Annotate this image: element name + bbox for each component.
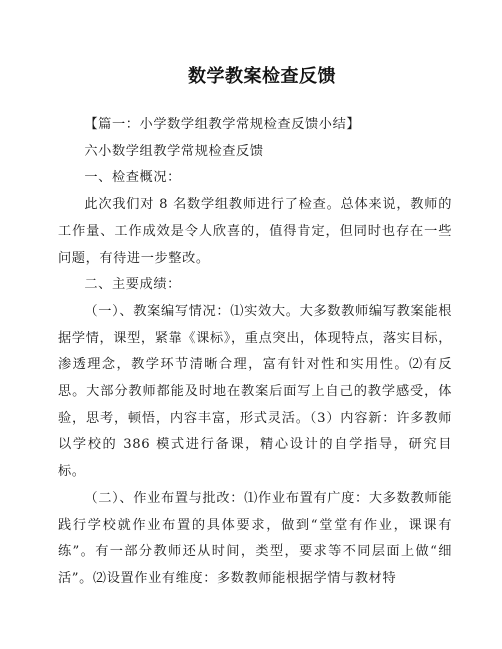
paragraph: 二、主要成绩： [84, 277, 181, 293]
document-body [58, 112, 452, 593]
paragraph: （一）、教案编写情况：⑴实效大。大多数教师编写教案能根据学情，课型，紧靠《课标》，重点突出，体现特点，落实目标，渗透理念，教学环节清晰合理，富有针对性和实用性。⑵有反思。大部分教师都能及时地在教案后面写上自己的教学感受，体验，思考，顿悟，内容丰富，形式灵活。（3）内容新：许多教师以学校的 386 模式进行备课，精心设计的自学指导，研究目标。 [58, 303, 452, 480]
paragraph: 一、检查概况： [84, 170, 181, 186]
paragraph: 此次我们对 8 名数学组教师进行了检查。总体来说，教师的工作量、工作成效是令人欣喜的，值得肯定，但同时也存在一些问题，有待进一步整改。 [58, 197, 452, 266]
paragraph: （二）、作业布置与批改：⑴作业布置有广度：大多数教师能践行学校就作业布置的具体要求，做到“堂堂有作业，课课有练”。有一部分教师还从时间，类型，要求等不同层面上做“细活”。⑵设置作业有维度：多数教师能根据学情与教材特 [58, 490, 452, 586]
document-title: 数学教案检查反馈 [188, 66, 336, 87]
paragraph: 六小数学组教学常规检查反馈 [84, 143, 264, 159]
section-heading: 【篇一：小学数学组教学常规检查反馈小结】 [84, 117, 361, 132]
